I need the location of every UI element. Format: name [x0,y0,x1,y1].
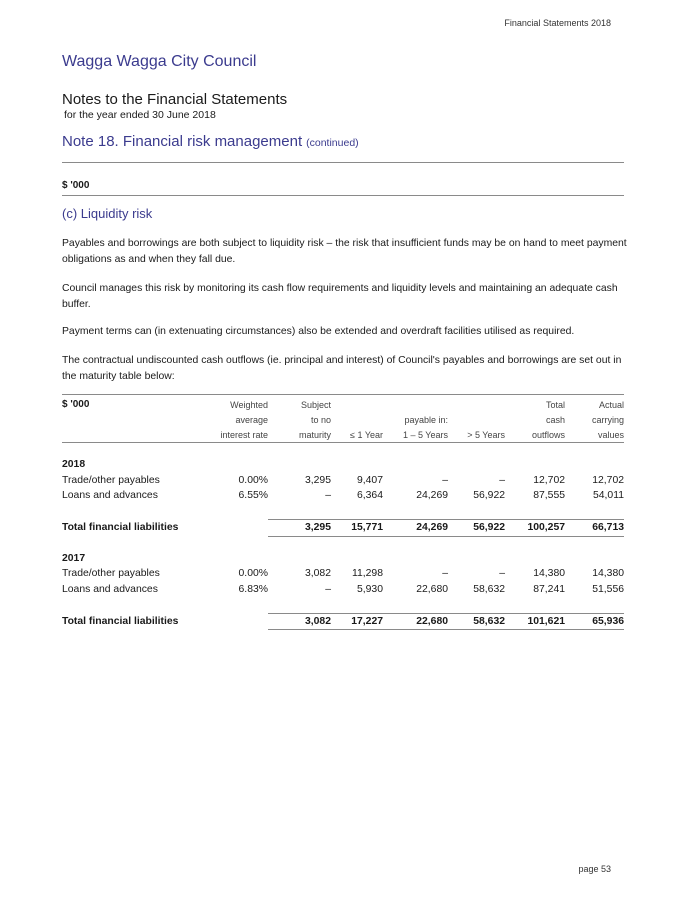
table-cell: – [325,583,331,595]
total-cell: 3,082 [268,613,331,630]
header-cell: average [235,414,268,425]
total-cell: 3,295 [268,520,331,537]
header-cell: > 5 Years [448,427,505,443]
total-cell [208,520,268,537]
paragraph: The contractual undiscounted cash outflows (ie. principal and interest) of Council's payables and borrowings are set out in the maturity table below: [62,355,622,382]
paragraph: Payables and borrowings are both subject to liquidity risk – the risk that insufficient funds may be on hand to meet payment obligations as and when they fall due. [62,238,627,265]
spacer-row [62,504,624,520]
page-header: Financial Statements 2018 [504,18,611,28]
table-cell: 9,407 [356,474,383,486]
header-cell: payable in: [404,414,448,425]
table-cell: 6,364 [356,490,383,502]
header-cell [448,412,505,427]
table-cell: 3,082 [304,568,331,580]
table-top-divider [62,394,624,395]
council-name: Wagga Wagga City Council [62,53,257,70]
table-cell: 58,632 [473,583,505,595]
header-cell: Total [545,399,565,410]
total-row [62,613,624,630]
total-cell: 17,227 [331,613,383,630]
table-cell: 5,930 [356,583,383,595]
table-cell: 6.55% [238,490,268,502]
spacer-cell [62,597,624,613]
table-cell: – [499,568,505,580]
table-cell: 56,922 [473,490,505,502]
paragraph: Payment terms can (in extenuating circumstances) also be extended and overdraft facilities utilised as required. [62,326,575,337]
table-cell: 12,702 [533,474,565,486]
header-cell: maturity [268,427,331,443]
table-row [62,488,624,504]
header-cell [448,397,505,412]
total-row [62,520,624,537]
table-cell: – [499,474,505,486]
section-title: (c) Liquidity risk [62,206,153,221]
total-cell: 66,713 [565,520,624,537]
total-cell: 58,632 [448,613,505,630]
total-cell: 101,621 [505,613,565,630]
page-number: page 53 [578,864,611,874]
spacer-cell [62,504,624,520]
header-cell: carrying [591,414,624,425]
table-cell: – [325,490,331,502]
year-label: 2017 [62,552,86,564]
table-cell: 22,680 [416,583,448,595]
spacer-row [62,597,624,613]
header-cell [383,397,448,412]
table-row [62,473,624,489]
table-cell: 87,555 [533,490,565,502]
note-continued: (continued) [306,137,359,149]
maturity-table [62,397,624,630]
header-cell: 1 – 5 Years [383,427,448,443]
heading-divider [62,162,624,163]
paragraph: Council manages this risk by monitoring its cash flow requirements and liquidity levels and maintaining an adequate cash buffer. [62,283,618,310]
header-cell [331,397,383,412]
table-cell: 11,298 [351,568,383,580]
row-label: Trade/other payables [62,474,160,486]
table-cell: – [442,568,448,580]
table-cell: 87,241 [533,583,565,595]
table-cell: – [442,474,448,486]
table-header-row [62,397,624,412]
header-cell: Actual [598,399,624,410]
total-cell: 100,257 [505,520,565,537]
header-cell: to no [310,414,331,425]
row-label: Loans and advances [62,490,158,502]
row-label: Trade/other payables [62,568,160,580]
header-cell: Subject [300,399,331,410]
table-cell: 6.83% [238,583,268,595]
header-cell: ≤ 1 Year [331,427,383,443]
header-cell: interest rate [208,427,268,443]
total-cell: 56,922 [448,520,505,537]
table-units: $ '000 [62,399,90,410]
table-row [62,582,624,598]
table-cell: 12,702 [592,474,624,486]
header-cell [331,412,383,427]
total-cell: 65,936 [565,613,624,630]
row-label: Loans and advances [62,583,158,595]
note-heading [62,133,359,150]
units-divider [62,195,624,196]
units-label: $ '000 [62,180,90,191]
year-label: 2018 [62,459,86,471]
table-cell: 24,269 [416,490,448,502]
table-header-row [62,427,624,443]
table-header-row [62,412,624,427]
table-cell: 0.00% [238,474,268,486]
year-row [62,443,624,473]
table-cell: 14,380 [533,568,565,580]
header-cell: outflows [505,427,565,443]
header-cell: Weighted [230,399,268,410]
total-cell: 15,771 [331,520,383,537]
total-cell: 22,680 [383,613,448,630]
header-cell: values [565,427,624,443]
total-cell: 24,269 [383,520,448,537]
header-cell: cash [545,414,565,425]
total-label: Total financial liabilities [62,522,179,534]
table-cell: 54,011 [592,490,624,502]
notes-title: Notes to the Financial Statements [62,91,288,108]
table-cell: 51,556 [592,583,624,595]
table-cell: 14,380 [592,568,624,580]
year-row [62,536,624,566]
note-heading-text: Note 18. Financial risk management [62,133,303,150]
total-label: Total financial liabilities [62,615,179,627]
total-cell [208,613,268,630]
table-cell: 0.00% [238,568,268,580]
table-row [62,566,624,582]
notes-subtitle: for the year ended 30 June 2018 [64,109,216,121]
table-cell: 3,295 [304,474,331,486]
